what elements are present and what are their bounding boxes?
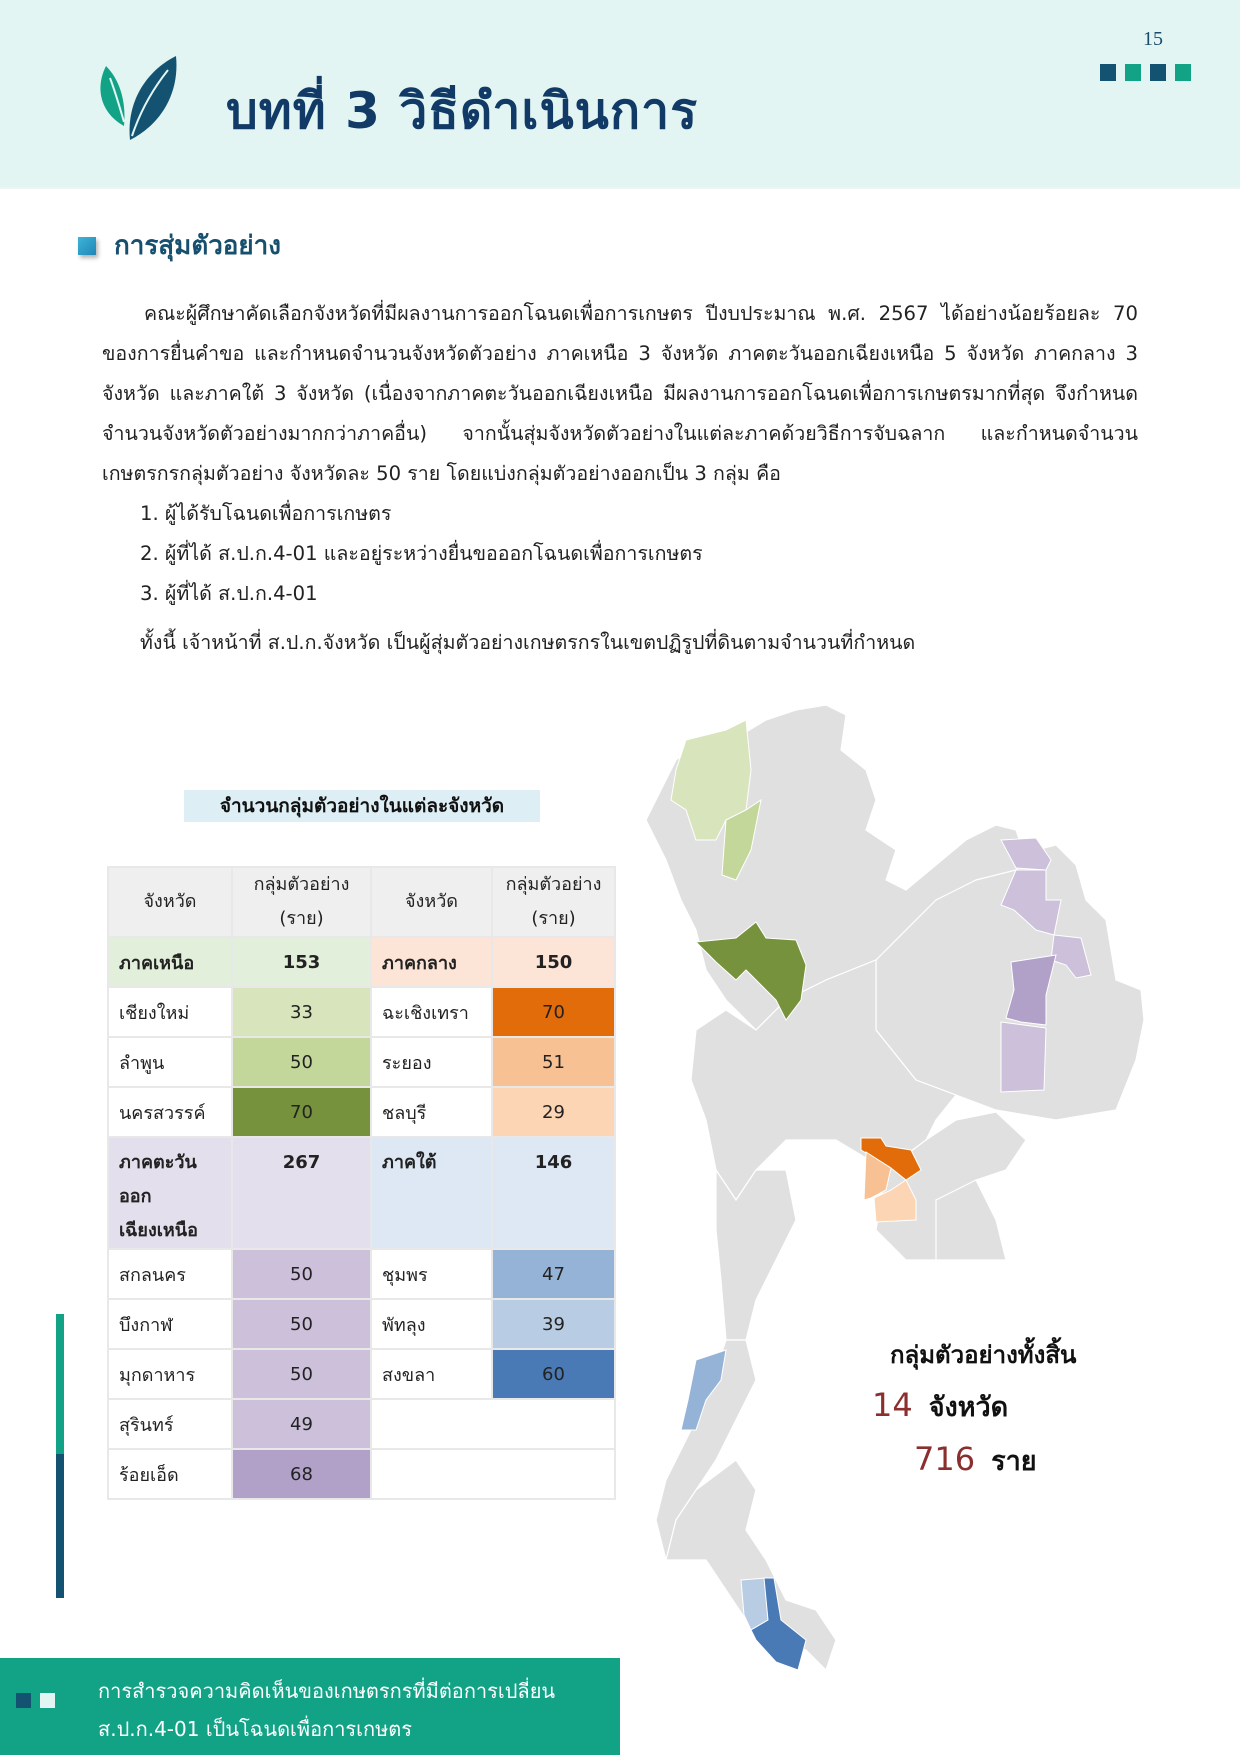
header-province: จังหวัด — [109, 868, 231, 936]
empty-cell — [372, 1400, 614, 1448]
province-count: 47 — [493, 1250, 614, 1298]
table-row — [109, 988, 614, 1036]
province-count: 51 — [493, 1038, 614, 1086]
paragraph-text: คณะผู้ศึกษาคัดเลือกจังหวัดที่มีผลงานการออกโฉนดเพื่อการเกษตร ปีงบประมาณ พ.ศ. 2567 ได้อย่างน้อยร้อยละ 70 ของการยื่นคำขอ และกำหนดจำนวนจังหวัดตัวอย่าง ภาคเหนือ 3 จังหวัด ภาคตะวันออกเฉียงเหนือ 5 จังหวัด ภาคกลาง 3 จังหวัด และภาคใต้ 3 จังหวัด (เนื่องจากภาคตะวันออกเฉียงเหนือ มีผลงานการออกโฉนดเพื่อการเกษตรมากที่สุด จึงกำหนดจำนวนจังหวัดตัวอย่างมากกว่าภาคอื่น) จากนั้นสุ่มจังหวัดตัวอย่างในแต่ละภาคด้วยวิธีการจับฉลาก และกำหนดจำนวนเกษตรกรกลุ่มตัวอย่าง จังหวัดละ 50 ราย โดยแบ่งกลุ่มตัวอย่างออกเป็น 3 กลุ่ม คือ — [102, 302, 1138, 485]
region-north: ภาคเหนือ — [109, 938, 231, 986]
people-count: 716 — [914, 1440, 976, 1478]
table-row — [109, 938, 614, 986]
square-icon — [1125, 64, 1141, 81]
summary-title: กลุ่มตัวอย่างทั้งสิ้น — [890, 1341, 1077, 1369]
province-name: สงขลา — [372, 1350, 491, 1398]
chapter-title: บทที่ 3 วิธีดำเนินการ — [226, 82, 699, 140]
header-sample: กลุ่มตัวอย่าง (ราย) — [493, 868, 614, 936]
provinces-count: 14 — [872, 1386, 913, 1424]
province-name: ชุมพร — [372, 1250, 491, 1298]
table-row — [109, 1300, 614, 1348]
thailand-map — [636, 700, 1176, 1690]
region-total: 267 — [233, 1138, 370, 1248]
note-text: ทั้งนี้ เจ้าหน้าที่ ส.ป.ก.จังหวัด เป็นผู้สุ่มตัวอย่างเกษตรกรในเขตปฏิรูปที่ดินตามจำนวนที่กำหนด — [140, 631, 916, 654]
province-surin — [1001, 1022, 1046, 1092]
province-count: 68 — [233, 1450, 370, 1498]
province-name: สุรินทร์ — [109, 1400, 231, 1448]
square-icon — [1150, 64, 1166, 81]
page-number: 15 — [1143, 28, 1163, 50]
province-name: นครสวรรค์ — [109, 1088, 231, 1136]
footer-line: การสำรวจความคิดเห็นของเกษตรกรที่มีต่อการเปลี่ยน — [98, 1679, 556, 1703]
section-title: การสุ่มตัวอย่าง — [114, 231, 281, 261]
province-count: 33 — [233, 988, 370, 1036]
provinces-unit: จังหวัด — [928, 1392, 1009, 1423]
table-header-row — [109, 868, 614, 936]
list-item: 2. ผู้ที่ได้ ส.ป.ก.4-01 และอยู่ระหว่างยื่นขอออกโฉนดเพื่อการเกษตร — [140, 542, 703, 565]
province-count: 49 — [233, 1400, 370, 1448]
sample-group-list — [140, 494, 703, 614]
province-name: ลำพูน — [109, 1038, 231, 1086]
province-count: 50 — [233, 1350, 370, 1398]
province-name: พัทลุง — [372, 1300, 491, 1348]
decorative-squares — [1100, 64, 1191, 81]
people-unit: ราย — [991, 1446, 1037, 1477]
province-name: ชลบุรี — [372, 1088, 491, 1136]
page-header — [0, 0, 1240, 189]
table-row — [109, 1138, 614, 1248]
footer-title — [98, 1672, 555, 1748]
body-paragraph — [102, 294, 1138, 494]
province-name: บึงกาฬ — [109, 1300, 231, 1348]
province-count: 50 — [233, 1038, 370, 1086]
table-row — [109, 1250, 614, 1298]
region-northeast: ภาคตะวันออก เฉียงเหนือ — [109, 1138, 231, 1248]
sample-table — [107, 866, 616, 1500]
square-icon — [1100, 64, 1116, 81]
page-footer — [0, 1658, 620, 1755]
province-count: 70 — [233, 1088, 370, 1136]
region-central: ภาคกลาง — [372, 938, 491, 986]
province-name: ร้อยเอ็ด — [109, 1450, 231, 1498]
province-count: 29 — [493, 1088, 614, 1136]
region-south: ภาคใต้ — [372, 1138, 491, 1248]
table-title: จำนวนกลุ่มตัวอย่างในแต่ละจังหวัด — [184, 790, 540, 822]
leaf-logo-icon — [96, 56, 186, 142]
province-name: สกลนคร — [109, 1250, 231, 1298]
province-name: ระยอง — [372, 1038, 491, 1086]
summary-people — [914, 1439, 1037, 1482]
section-heading — [78, 225, 281, 266]
table-row — [109, 1350, 614, 1398]
province-count: 39 — [493, 1300, 614, 1348]
table-row — [109, 1038, 614, 1086]
footer-line: ส.ป.ก.4-01 เป็นโฉนดเพื่อการเกษตร — [98, 1717, 413, 1741]
header-sample: กลุ่มตัวอย่าง (ราย) — [233, 868, 370, 936]
empty-cell — [372, 1450, 614, 1498]
region-total: 146 — [493, 1138, 614, 1248]
province-count: 50 — [233, 1300, 370, 1348]
decorative-bar — [56, 1314, 64, 1454]
square-icon — [40, 1693, 55, 1708]
square-icon — [1175, 64, 1191, 81]
bullet-square-icon — [78, 237, 96, 255]
table-row — [109, 1400, 614, 1448]
list-item: 1. ผู้ได้รับโฉนดเพื่อการเกษตร — [140, 502, 392, 525]
region-total: 153 — [233, 938, 370, 986]
square-icon — [16, 1693, 31, 1708]
table-row — [109, 1088, 614, 1136]
province-name: มุกดาหาร — [109, 1350, 231, 1398]
province-name: ฉะเชิงเทรา — [372, 988, 491, 1036]
summary-provinces — [872, 1385, 1008, 1428]
province-count: 60 — [493, 1350, 614, 1398]
list-item: 3. ผู้ที่ได้ ส.ป.ก.4-01 — [140, 582, 318, 605]
region-total: 150 — [493, 938, 614, 986]
province-count: 50 — [233, 1250, 370, 1298]
header-province: จังหวัด — [372, 868, 491, 936]
province-name: เชียงใหม่ — [109, 988, 231, 1036]
table-row — [109, 1450, 614, 1498]
province-count: 70 — [493, 988, 614, 1036]
decorative-bar — [56, 1454, 64, 1598]
